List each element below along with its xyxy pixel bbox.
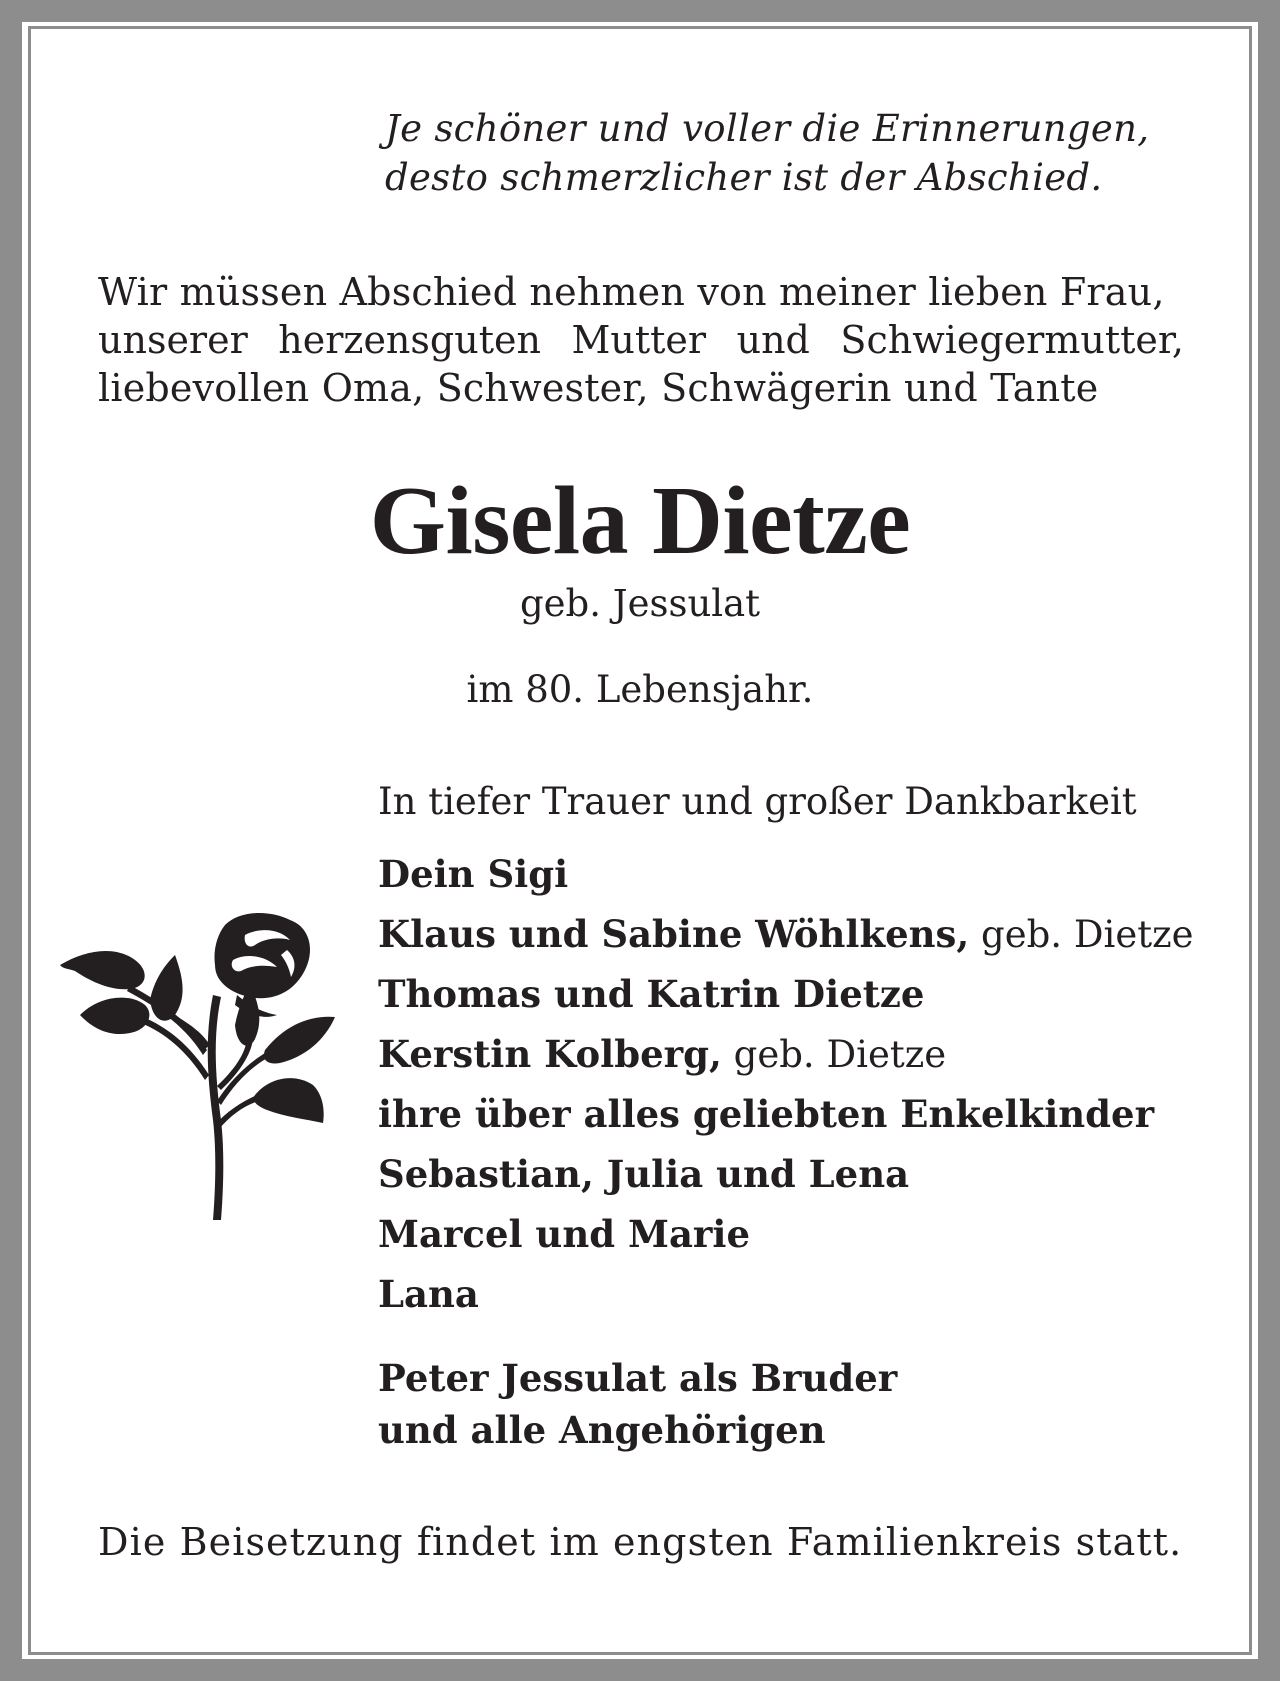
rose-icon: [55, 905, 355, 1235]
mourner-note: geb. Dietze: [969, 913, 1194, 956]
motto-line-1: Je schöner und voller die Erinnerungen,: [385, 107, 1150, 150]
intro-word: herzensguten: [278, 318, 541, 362]
mourner-name: Klaus und Sabine Wöhlkens,: [378, 912, 970, 956]
deceased-name: Gisela Dietze: [369, 467, 911, 575]
age-line: im 80. Lebensjahr.: [466, 668, 814, 711]
motto-line-2: desto schmerzlicher ist der Abschied.: [385, 156, 1103, 199]
mourner-line: Dein Sigi: [378, 852, 569, 896]
mourner-line: Lana: [378, 1272, 479, 1316]
footer-text: [98, 1520, 1184, 1564]
mourner-line: und alle Angehörigen: [378, 1408, 826, 1452]
intro-word: und: [736, 318, 810, 362]
intro-line-1: Wir müssen Abschied nehmen von meiner lieben Frau,: [98, 270, 1165, 314]
footer-text-content: Die Beisetzung findet im engsten Familienkreis statt.: [98, 1520, 1183, 1564]
mourner-note: geb. Dietze: [721, 1033, 947, 1076]
maiden-name: geb. Jessulat: [519, 582, 761, 625]
intro-line-2: [98, 318, 1184, 362]
intro-word: Mutter: [571, 318, 707, 362]
mourner-line: Thomas und Katrin Dietze: [378, 972, 925, 1016]
mourners-heading: In tiefer Trauer und großer Dankbarkeit: [378, 780, 1137, 823]
intro-line-3: liebevollen Oma, Schwester, Schwägerin und Tante: [98, 366, 1099, 410]
mourner-line: Marcel und Marie: [378, 1212, 751, 1256]
mourner-line: ihre über alles geliebten Enkelkinder: [378, 1092, 1155, 1136]
mourner-line: Sebastian, Julia und Lena: [378, 1152, 910, 1196]
intro-word: Schwiegermutter,: [840, 318, 1184, 362]
intro-word: unserer: [98, 318, 248, 362]
mourner-line: Peter Jessulat als Bruder: [378, 1356, 898, 1400]
mourner-line: [378, 912, 1193, 956]
mourner-line: [378, 1032, 946, 1076]
mourner-name: Kerstin Kolberg,: [378, 1032, 722, 1076]
